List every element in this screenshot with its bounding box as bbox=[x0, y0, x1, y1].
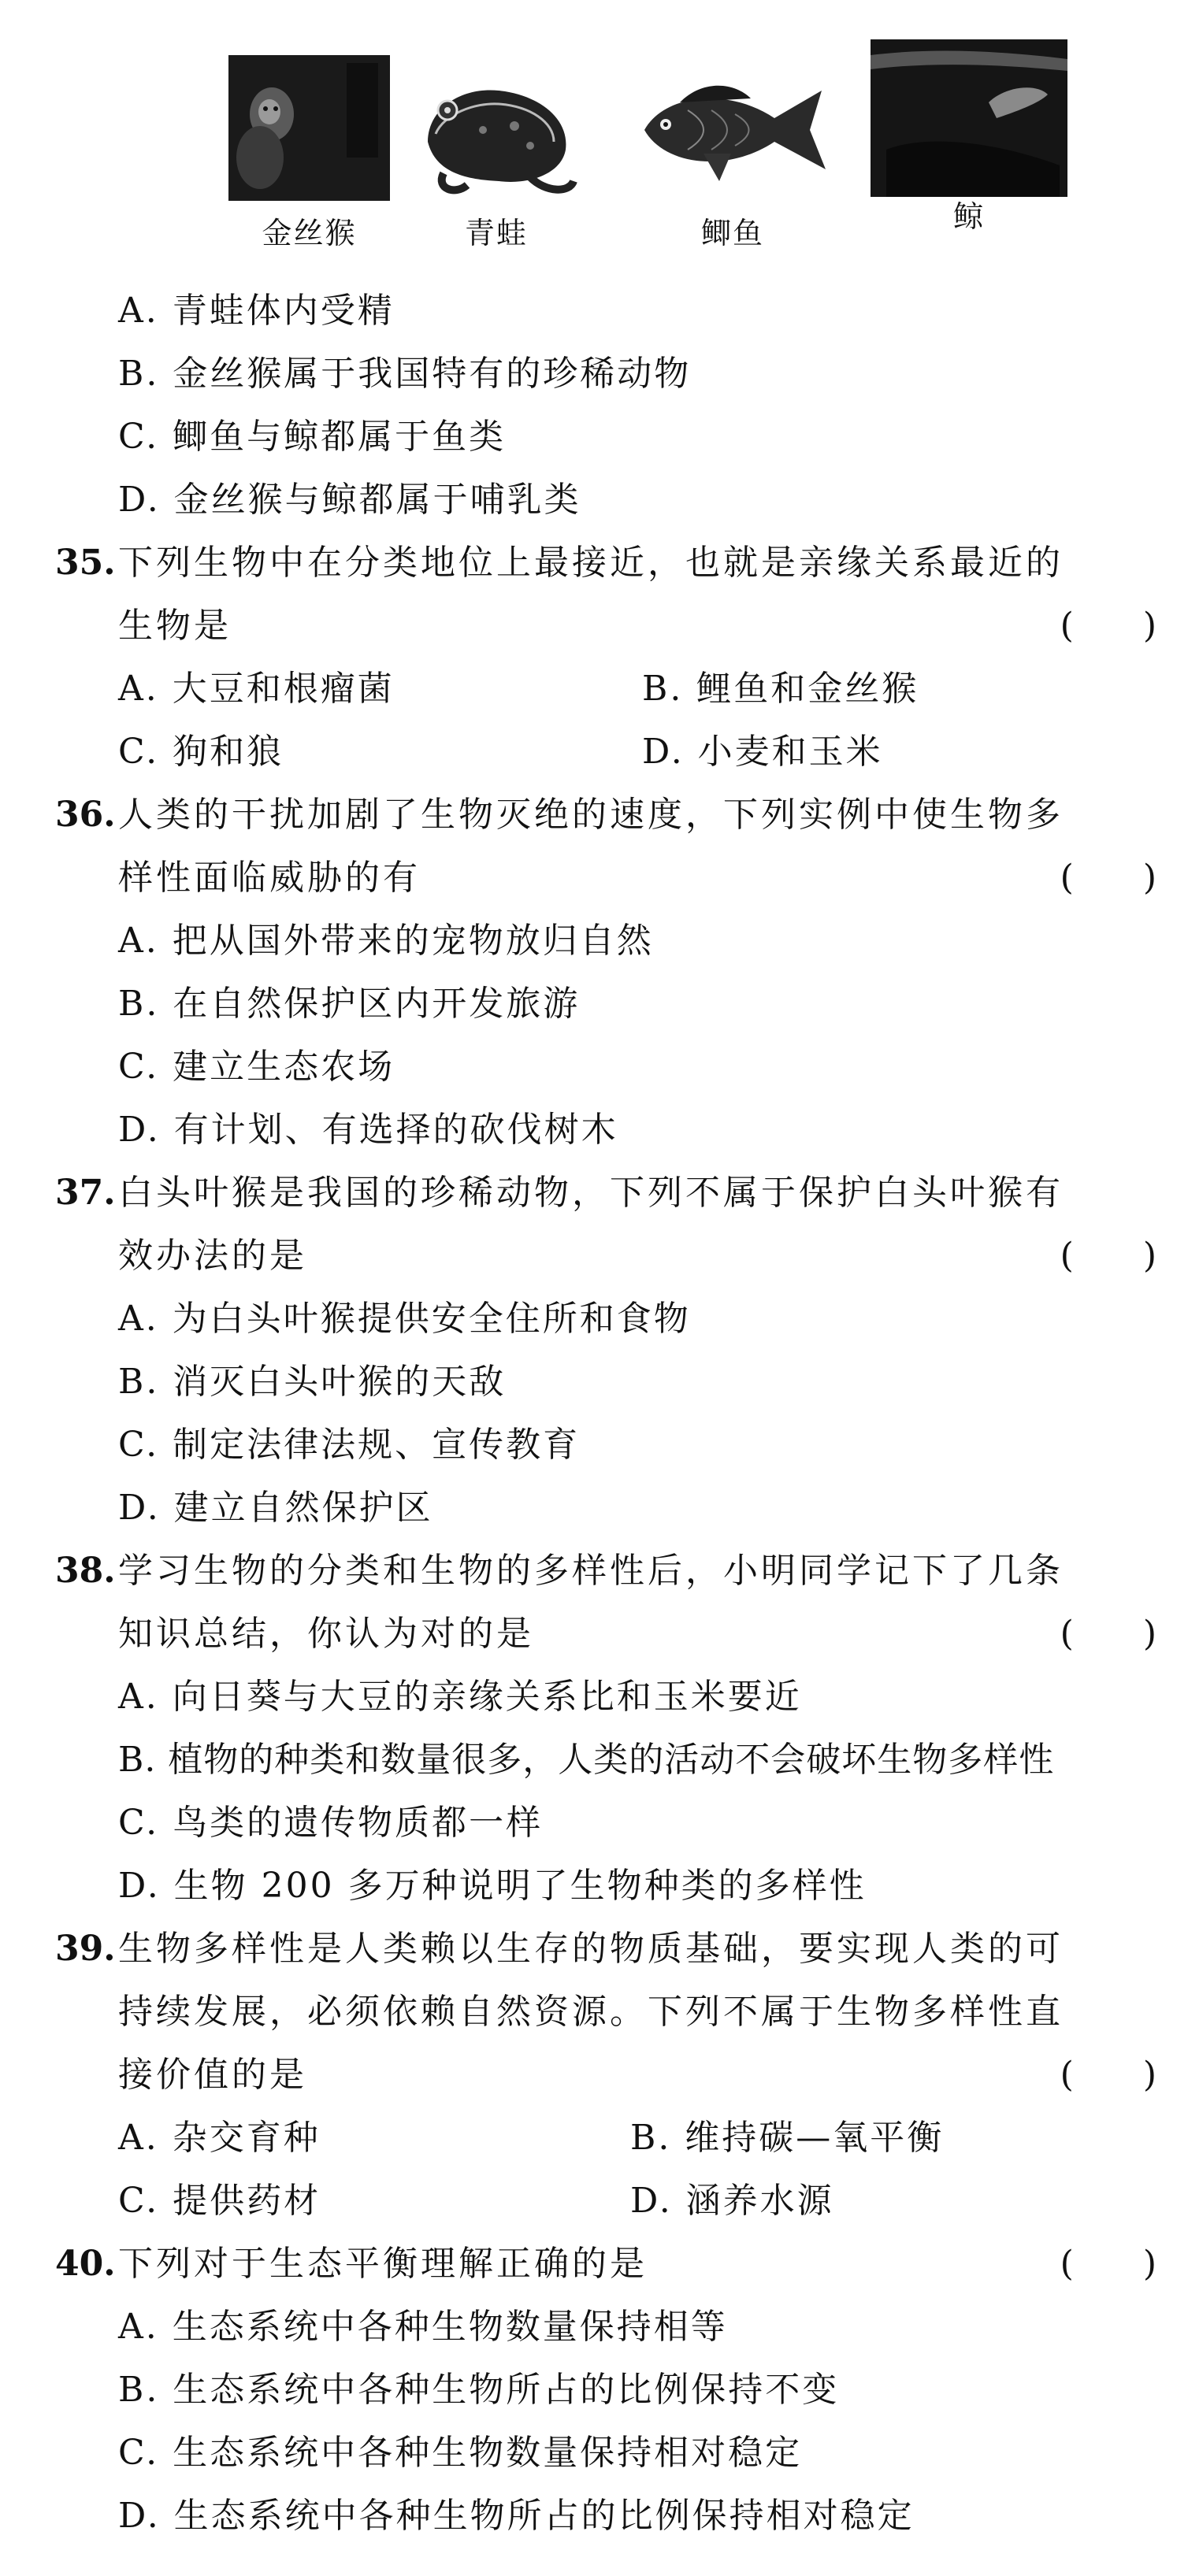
animal-figures bbox=[0, 55, 1188, 284]
q40-option-b-line bbox=[0, 2359, 1188, 2422]
q37-number: 37. bbox=[55, 1173, 116, 1213]
q36-stem-text-2: 样性面临威胁的有 bbox=[118, 858, 421, 898]
q34-option-c-line bbox=[0, 406, 1188, 469]
q37-option-b-line bbox=[0, 1351, 1188, 1414]
q34-option-a-line bbox=[0, 280, 1188, 343]
q36-stem-line-2 bbox=[0, 847, 1188, 910]
q40-option-d[interactable]: D. 生态系统中各种生物所占的比例保持相对稳定 bbox=[118, 2496, 915, 2536]
q39-stem-text-3: 接价值的是 bbox=[118, 2055, 307, 2095]
q40-option-d-line bbox=[0, 2485, 1188, 2548]
q37-option-a[interactable]: A. 为白头叶猴提供安全住所和食物 bbox=[118, 1299, 691, 1339]
q35-stem-line-2 bbox=[0, 595, 1188, 658]
q39-stem-text-1: 生物多样性是人类赖以生存的物质基础，要实现人类的可 bbox=[118, 1929, 1064, 1969]
q35-options-row-2 bbox=[0, 721, 1188, 784]
q37-option-a-line bbox=[0, 1288, 1188, 1351]
golden-monkey-caption: 金丝猴 bbox=[262, 216, 357, 250]
q35-stem-line-1 bbox=[0, 532, 1188, 595]
q40-number: 40. bbox=[55, 2244, 116, 2284]
q35-stem-text-2: 生物是 bbox=[118, 606, 232, 646]
q40-answer-blank[interactable]: ( ) bbox=[1060, 2244, 1156, 2284]
q38-stem-text-2: 知识总结，你认为对的是 bbox=[118, 1614, 534, 1654]
q37-option-d-line bbox=[0, 1477, 1188, 1540]
q34-option-d[interactable]: D. 金丝猴与鲸都属于哺乳类 bbox=[118, 480, 581, 520]
q36-stem-line-1 bbox=[0, 784, 1188, 847]
frog-drawing bbox=[412, 55, 581, 201]
q37-stem-line-1 bbox=[0, 1162, 1188, 1225]
q36-option-c[interactable]: C. 建立生态农场 bbox=[118, 1047, 395, 1087]
q38-option-c-line bbox=[0, 1792, 1188, 1855]
q39-options-row-2 bbox=[0, 2170, 1188, 2233]
golden-monkey-photo bbox=[228, 55, 390, 201]
q35-option-b[interactable]: B. 鲤鱼和金丝猴 bbox=[642, 669, 919, 709]
whale-figure bbox=[867, 55, 1071, 235]
frog-figure bbox=[410, 55, 583, 252]
q37-answer-blank[interactable]: ( ) bbox=[1060, 1236, 1156, 1276]
q39-stem-line-3 bbox=[0, 2044, 1188, 2107]
q37-stem-text-1: 白头叶猴是我国的珍稀动物，下列不属于保护白头叶猴有 bbox=[118, 1173, 1064, 1213]
q35-number: 35. bbox=[55, 543, 116, 583]
q37-option-d[interactable]: D. 建立自然保护区 bbox=[118, 1488, 433, 1528]
q35-answer-blank[interactable]: ( ) bbox=[1060, 606, 1156, 646]
q36-option-c-line bbox=[0, 1036, 1188, 1099]
q35-option-c[interactable]: C. 狗和狼 bbox=[118, 732, 284, 772]
q39-stem-line-1 bbox=[0, 1918, 1188, 1981]
q36-option-b-line bbox=[0, 973, 1188, 1036]
q38-stem-text-1: 学习生物的分类和生物的多样性后，小明同学记下了几条 bbox=[118, 1551, 1064, 1591]
q38-option-b-line bbox=[0, 1729, 1188, 1792]
q36-option-d-line bbox=[0, 1099, 1188, 1162]
q37-stem-text-2: 效办法的是 bbox=[118, 1236, 307, 1276]
q37-option-b[interactable]: B. 消灭白头叶猴的天敌 bbox=[118, 1362, 507, 1402]
q36-answer-blank[interactable]: ( ) bbox=[1060, 858, 1156, 898]
q38-option-b[interactable]: B. 植物的种类和数量很多，人类的活动不会破坏生物多样性 bbox=[118, 1740, 1055, 1780]
q40-option-a-line bbox=[0, 2296, 1188, 2359]
q39-option-d[interactable]: D. 涵养水源 bbox=[630, 2181, 834, 2221]
q36-stem-text-1: 人类的干扰加剧了生物灭绝的速度，下列实例中使生物多 bbox=[118, 795, 1064, 835]
q39-option-a[interactable]: A. 杂交育种 bbox=[118, 2118, 321, 2158]
q38-option-a[interactable]: A. 向日葵与大豆的亲缘关系比和玉米要近 bbox=[118, 1677, 802, 1717]
q38-answer-blank[interactable]: ( ) bbox=[1060, 1614, 1156, 1654]
frog-caption: 青蛙 bbox=[464, 216, 528, 250]
q36-option-d[interactable]: D. 有计划、有选择的砍伐树木 bbox=[118, 1110, 618, 1150]
whale-photo bbox=[871, 39, 1067, 197]
q40-option-b[interactable]: B. 生态系统中各种生物所占的比例保持不变 bbox=[118, 2370, 840, 2410]
q40-stem-text-1: 下列对于生态平衡理解正确的是 bbox=[118, 2244, 648, 2284]
crucian-carp-caption: 鲫鱼 bbox=[700, 216, 764, 250]
q38-number: 38. bbox=[55, 1551, 116, 1591]
q39-stem-line-2 bbox=[0, 1981, 1188, 2044]
q36-option-a-line bbox=[0, 910, 1188, 973]
q39-stem-text-2: 持续发展，必须依赖自然资源。下列不属于生物多样性直 bbox=[118, 1992, 1064, 2032]
q35-option-d[interactable]: D. 小麦和玉米 bbox=[642, 732, 883, 772]
q38-stem-line-1 bbox=[0, 1540, 1188, 1603]
q39-number: 39. bbox=[55, 1929, 116, 1969]
q40-option-a[interactable]: A. 生态系统中各种生物数量保持相等 bbox=[118, 2307, 728, 2347]
q34-option-c[interactable]: C. 鲫鱼与鲸都属于鱼类 bbox=[118, 417, 507, 457]
whale-caption: 鲸 bbox=[952, 199, 985, 234]
q37-stem-line-2 bbox=[0, 1225, 1188, 1288]
q34-option-b[interactable]: B. 金丝猴属于我国特有的珍稀动物 bbox=[118, 354, 692, 394]
q40-stem-line-1 bbox=[0, 2233, 1188, 2296]
q37-option-c-line bbox=[0, 1414, 1188, 1477]
q38-option-c[interactable]: C. 鸟类的遗传物质都一样 bbox=[118, 1803, 544, 1843]
q36-option-b[interactable]: B. 在自然保护区内开发旅游 bbox=[118, 984, 581, 1024]
q35-option-a[interactable]: A. 大豆和根瘤菌 bbox=[118, 669, 395, 709]
q39-answer-blank[interactable]: ( ) bbox=[1060, 2055, 1156, 2095]
crucian-carp-drawing bbox=[633, 55, 833, 201]
q34-option-a[interactable]: A. 青蛙体内受精 bbox=[118, 291, 395, 331]
q34-option-d-line bbox=[0, 469, 1188, 532]
q38-option-d-line bbox=[0, 1855, 1188, 1918]
q38-option-a-line bbox=[0, 1666, 1188, 1729]
crucian-carp-figure bbox=[630, 55, 835, 252]
q39-options-row-1 bbox=[0, 2107, 1188, 2170]
q40-option-c[interactable]: C. 生态系统中各种生物数量保持相对稳定 bbox=[118, 2433, 803, 2473]
q36-number: 36. bbox=[55, 795, 116, 835]
q34-option-b-line bbox=[0, 343, 1188, 406]
q36-option-a[interactable]: A. 把从国外带来的宠物放归自然 bbox=[118, 921, 654, 961]
q38-option-d[interactable]: D. 生物 200 多万种说明了生物种类的多样性 bbox=[118, 1866, 867, 1906]
q38-stem-line-2 bbox=[0, 1603, 1188, 1666]
q39-option-c[interactable]: C. 提供药材 bbox=[118, 2181, 321, 2221]
q35-options-row-1 bbox=[0, 658, 1188, 721]
golden-monkey-figure bbox=[225, 55, 394, 252]
q40-option-c-line bbox=[0, 2422, 1188, 2485]
q39-option-b[interactable]: B. 维持碳—氧平衡 bbox=[630, 2118, 945, 2158]
q37-option-c[interactable]: C. 制定法律法规、宣传教育 bbox=[118, 1425, 581, 1465]
q35-stem-text-1: 下列生物中在分类地位上最接近，也就是亲缘关系最近的 bbox=[118, 543, 1064, 583]
